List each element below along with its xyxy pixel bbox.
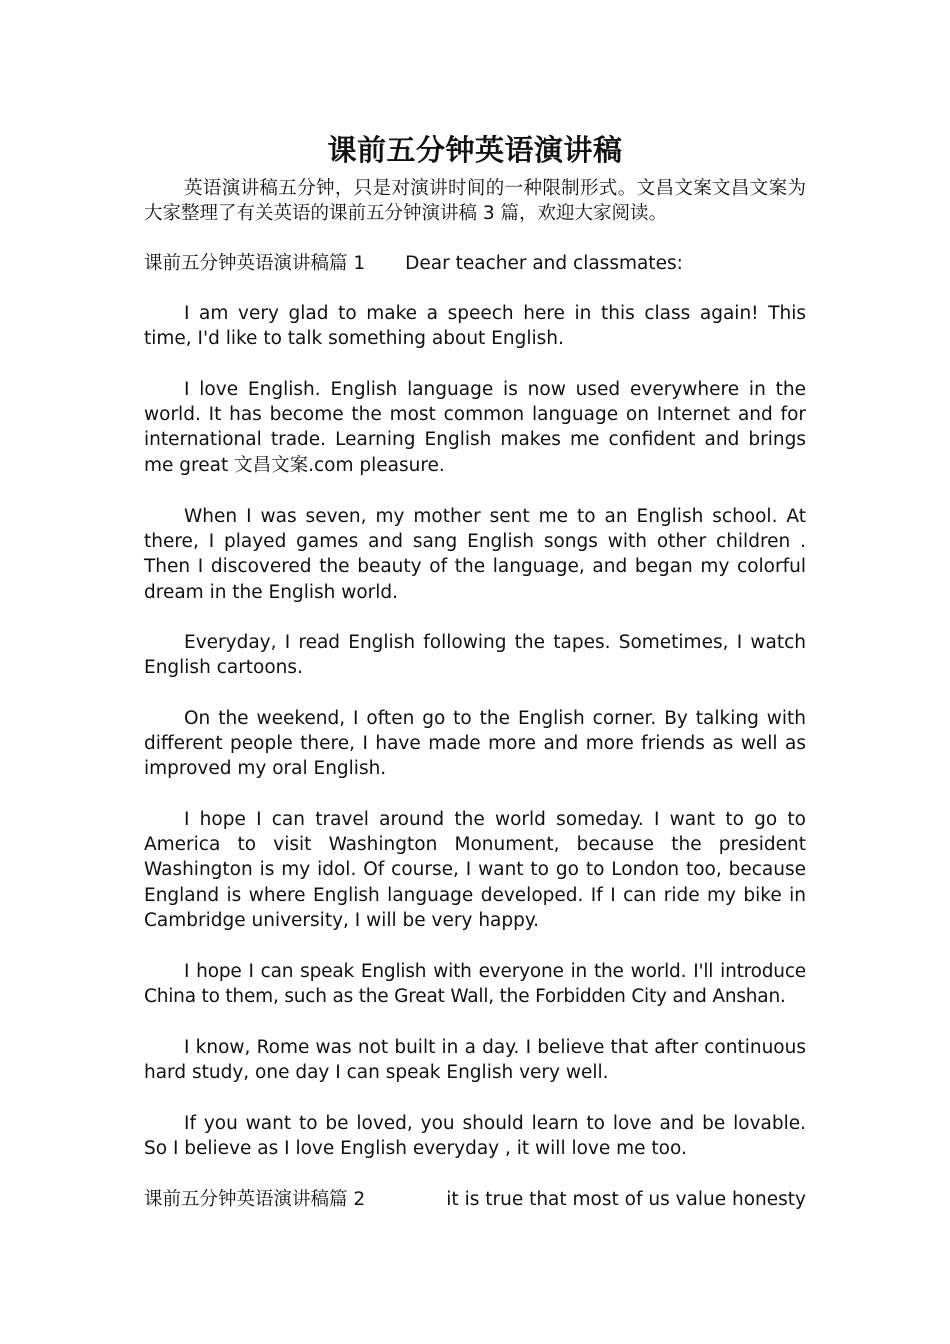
paragraph: On the weekend, I often go to the English corner. By talking with different people there, I have made more and more friends as well as improved my oral English. <box>144 708 806 780</box>
section-2-first-line: it is true that most of us value honesty <box>446 1189 806 1210</box>
paragraph: I am very glad to make a speech here in this class again! This time, I'd like to talk something about English. <box>144 303 806 350</box>
page-title: 课前五分钟英语演讲稿 <box>327 133 623 167</box>
paragraph: When I was seven, my mother sent me to an English school. At there, I played games and sang English songs with other children . Then I discovered the beauty of the language, and began my colorful dream in the English world. <box>144 506 806 603</box>
section-1-heading-line <box>144 251 806 276</box>
paragraph: If you want to be loved, you should learn to love and be lovable. So I believe as I love English everyday , it will love me too. <box>144 1113 806 1160</box>
salutation: Dear teacher and classmates: <box>405 253 683 274</box>
paragraph: I know, Rome was not built in a day. I believe that after continuous hard study, one day I can speak English very well. <box>144 1037 806 1084</box>
section-2-heading-line <box>144 1187 806 1212</box>
intro-paragraph: 英语演讲稿五分钟，只是对演讲时间的一种限制形式。文昌文案文昌文案为大家整理了有关英语的课前五分钟演讲稿 3 篇，欢迎大家阅读。 <box>144 178 806 225</box>
section-2-heading: 课前五分钟英语演讲稿篇 2 <box>144 1189 366 1210</box>
paragraph: I hope I can speak English with everyone in the world. I'll introduce China to them, such as the Great Wall, the Forbidden City and Anshan. <box>144 961 806 1008</box>
paragraph: Everyday, I read English following the tapes. Sometimes, I watch English cartoons. <box>144 632 806 679</box>
paragraph: I love English. English language is now used everywhere in the world. It has become the most common language on Internet and for international trade. Learning English makes me confident and brings me great 文昌文案.com pleasure. <box>144 379 806 476</box>
paragraph: I hope I can travel around the world someday. I want to go to America to visit Washington Monument, because the president Washington is my idol. Of course, I want to go to London too, because England is where English language developed. If I can ride my bike in Cambridge university, I will be very happy. <box>144 809 806 931</box>
section-1-heading: 课前五分钟英语演讲稿篇 1 <box>144 253 366 274</box>
